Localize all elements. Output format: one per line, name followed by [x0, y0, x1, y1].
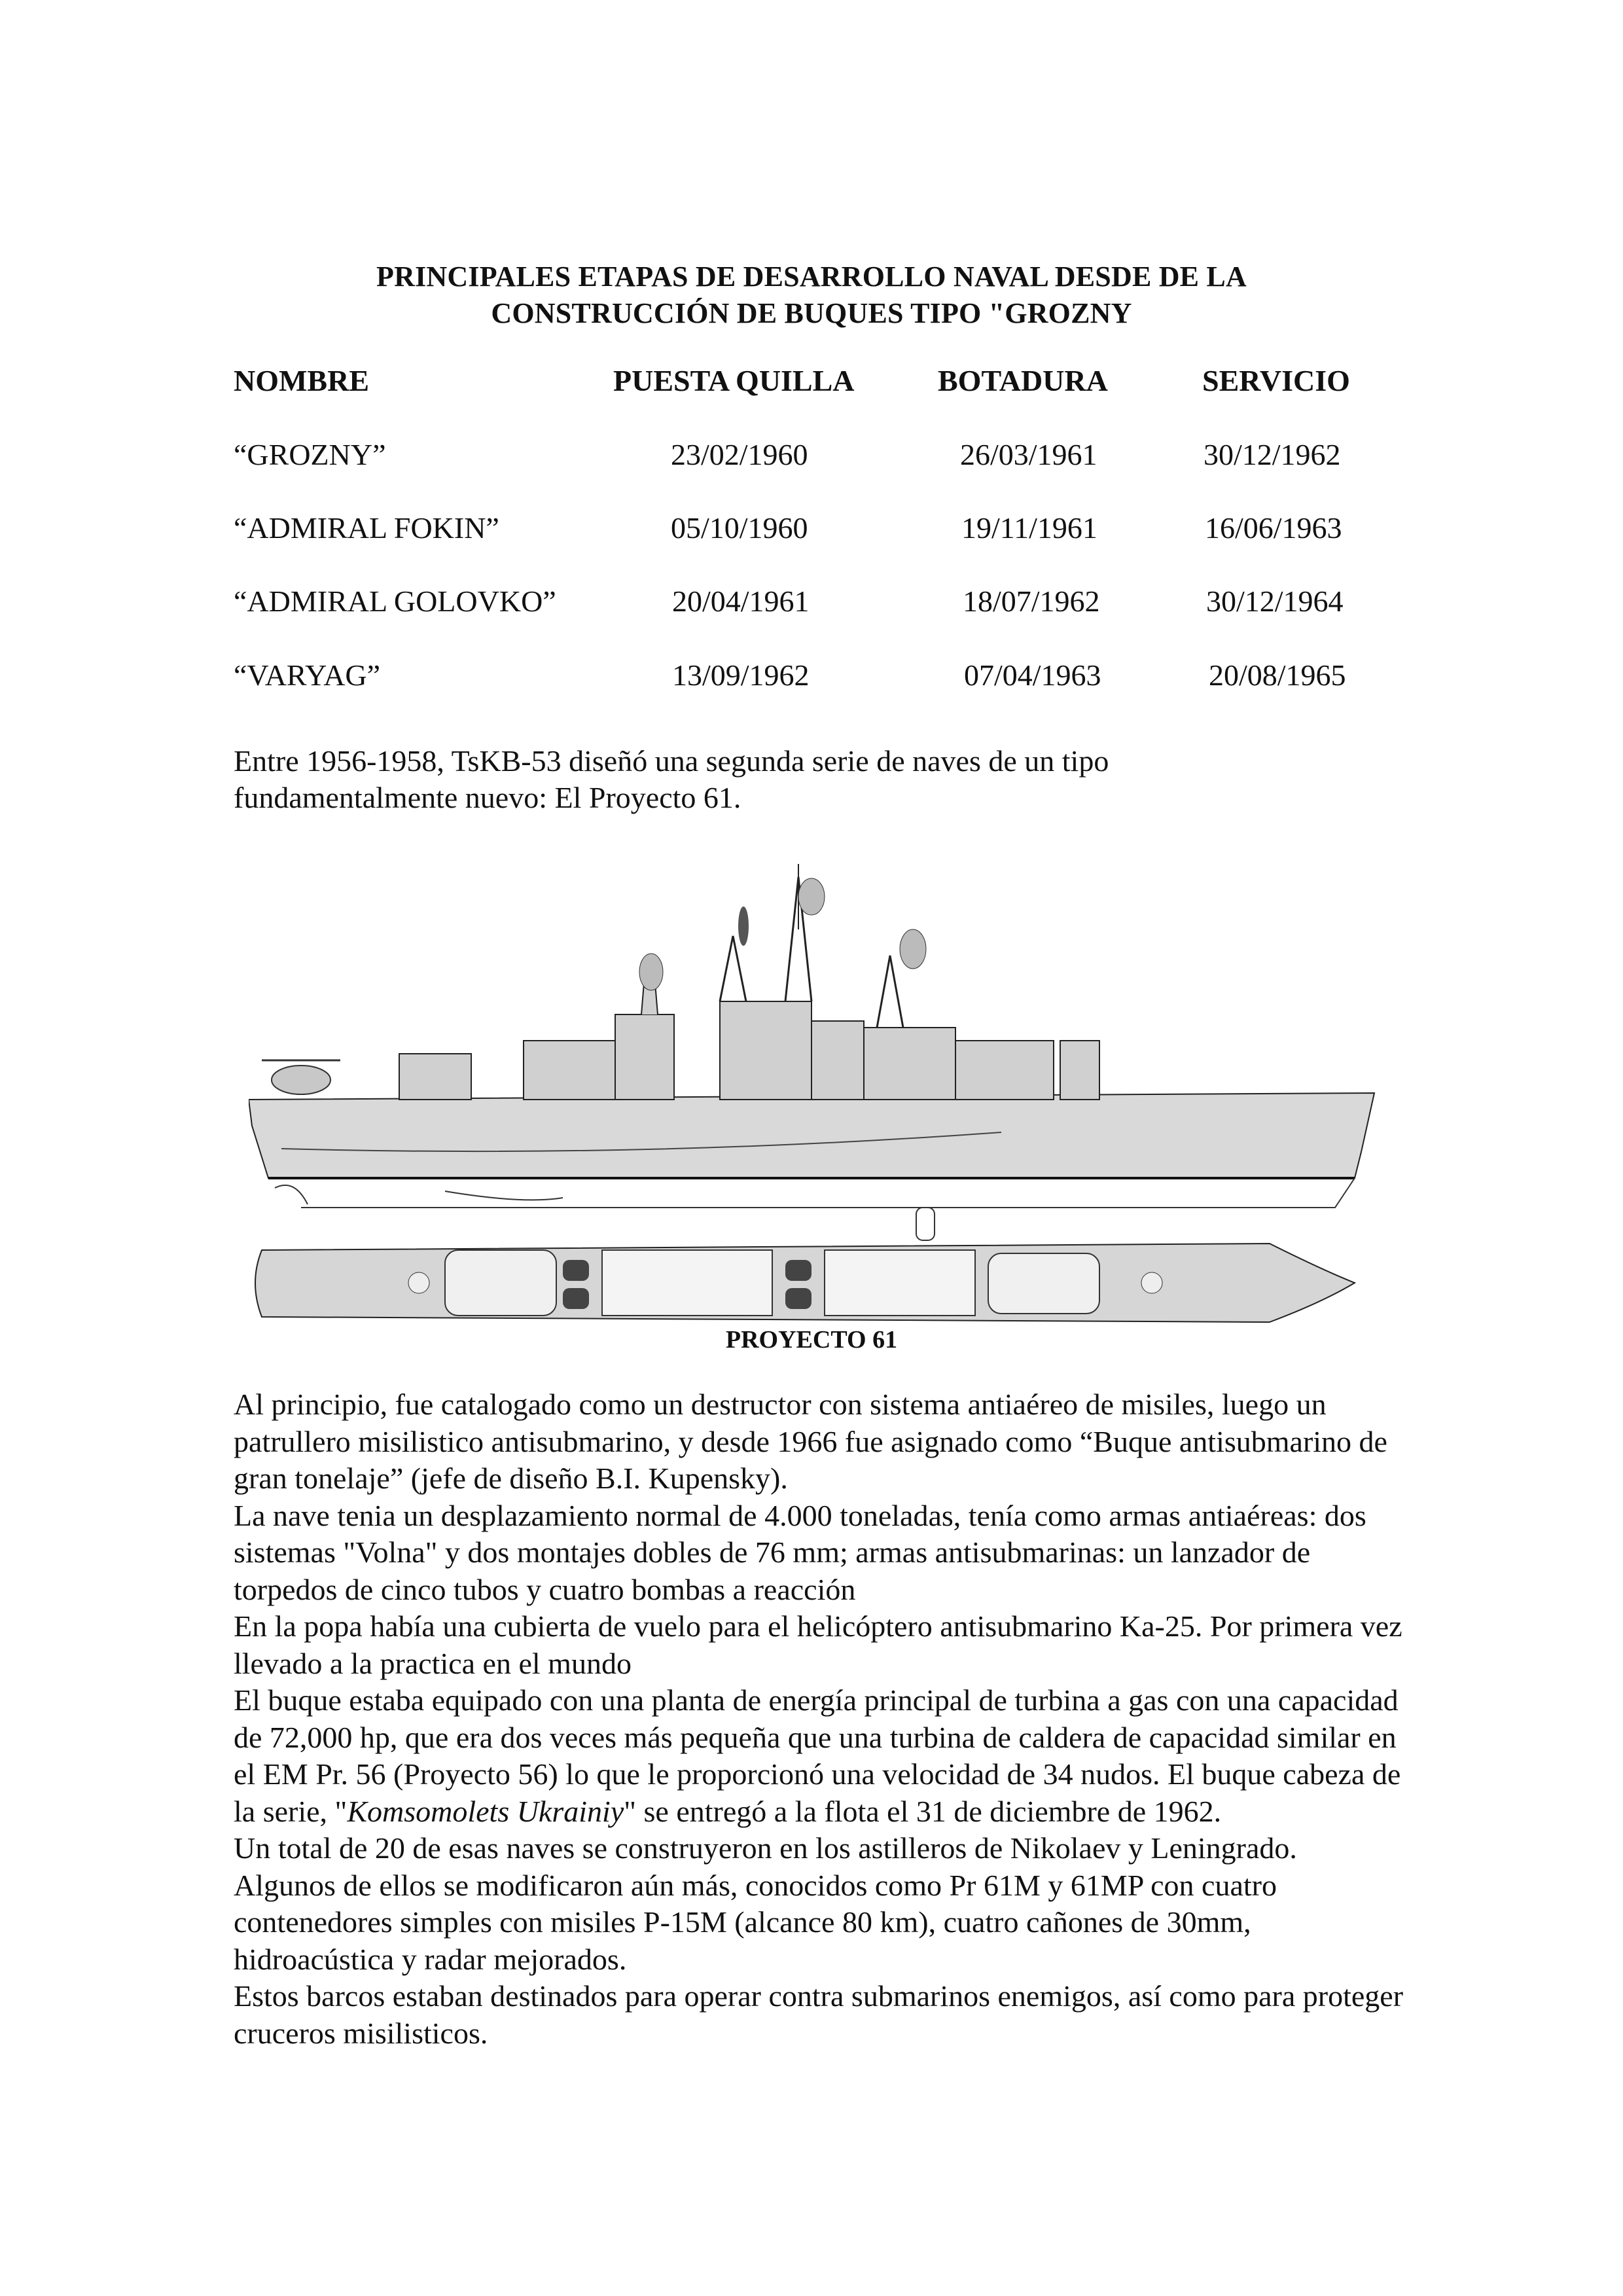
ship-name-italic: Komsomolets Ukrainiy — [347, 1794, 624, 1828]
service-date: 30/12/1964 — [1206, 584, 1344, 618]
document-title — [223, 259, 1400, 332]
service-date: 20/08/1965 — [1209, 658, 1346, 692]
paragraph-flight-deck: En la popa había una cubierta de vuelo para el helicóptero antisubmarino Ka-25. Por primera vez llevado a la practica en el mundo — [234, 1609, 1402, 1680]
paragraph-armament: La nave tenia un desplazamiento normal de 4.000 toneladas, tenía como armas antiaéreas: dos sistemas "Volna" y dos montajes dobles de 76 mm; armas antisubmarinas: un lanzador de torpedos de cinco tubos y cuatro bombas a reacción — [234, 1498, 1366, 1606]
ship-drawing-figure — [249, 851, 1387, 1335]
intro-paragraph — [234, 743, 1399, 816]
title-line-2: CONSTRUCCIÓN DE BUQUES TIPO "GROZNY — [491, 297, 1132, 329]
intro-line-2: fundamentalmente nuevo: El Proyecto 61. — [234, 781, 741, 814]
propulsion-text: El buque estaba equipado con una planta de energía principal de turbina a gas con una capacidad de 72,000 hp, que era dos veces más pequeña que una turbina de caldera de capacidad similar en el EM Pr. 56 (Proyecto 56) lo que le proporcionó una velocidad de 34 nudos. El buque cabeza de la serie, " — [234, 1683, 1401, 1828]
header-botadura: BOTADURA — [938, 364, 1108, 397]
ship-name: “VARYAG” — [234, 658, 381, 692]
table-row — [234, 511, 1399, 550]
table-row — [234, 658, 1399, 697]
launch-date: 26/03/1961 — [960, 438, 1097, 471]
ship-name: “ADMIRAL FOKIN” — [234, 511, 499, 545]
service-date: 16/06/1963 — [1205, 511, 1342, 545]
ship-profile-drawing — [249, 851, 1387, 1335]
launch-date: 18/07/1962 — [963, 584, 1100, 618]
body-text — [234, 1386, 1412, 2052]
launch-date: 19/11/1961 — [961, 511, 1097, 545]
launch-date: 07/04/1963 — [964, 658, 1101, 692]
figure-caption: PROYECTO 61 — [725, 1326, 898, 1354]
paragraph-classification: Al principio, fue catalogado como un destructor con sistema antiaéreo de misiles, luego un patrullero misilistico antisubmarino, y desde 1966 fue asignado como “Buque antisubmarino de gran tonelaje” (jefe de diseño B.I. Kupensky). — [234, 1388, 1387, 1495]
paragraph-purpose: Estos barcos estaban destinados para operar contra submarinos enemigos, así como para proteger cruceros misilisticos. — [234, 1979, 1404, 2050]
keel-date: 13/09/1962 — [672, 658, 810, 692]
table-row — [234, 437, 1399, 476]
paragraph-propulsion — [234, 1682, 1412, 1830]
ship-name: “GROZNY” — [234, 438, 386, 471]
keel-date: 23/02/1960 — [671, 438, 808, 471]
header-nombre: NOMBRE — [234, 364, 369, 397]
propulsion-text-end: " se entregó a la flota el 31 de diciembre de 1962. — [624, 1794, 1222, 1828]
keel-date: 20/04/1961 — [672, 584, 810, 618]
intro-line-1: Entre 1956-1958, TsKB-53 diseñó una segunda serie de naves de un tipo — [234, 744, 1109, 778]
service-date: 30/12/1962 — [1204, 438, 1341, 471]
title-line-1: PRINCIPALES ETAPAS DE DESARROLLO NAVAL DESDE DE LA — [376, 260, 1247, 293]
header-puesta-quilla: PUESTA QUILLA — [613, 364, 855, 397]
ship-name: “ADMIRAL GOLOVKO” — [234, 584, 556, 618]
keel-date: 05/10/1960 — [671, 511, 808, 545]
paragraph-production: Un total de 20 de esas naves se construyeron en los astilleros de Nikolaev y Leningrado. — [234, 1831, 1297, 1865]
table-header — [234, 363, 1399, 403]
header-servicio: SERVICIO — [1202, 364, 1350, 397]
paragraph-modifications: Algunos de ellos se modificaron aún más, conocidos como Pr 61M y 61MP con cuatro contenedores simples con misiles P-15M (alcance 80 km), cuatro cañones de 30mm, hidroacústica y radar mejorados. — [234, 1868, 1277, 1976]
table-row — [234, 584, 1399, 623]
